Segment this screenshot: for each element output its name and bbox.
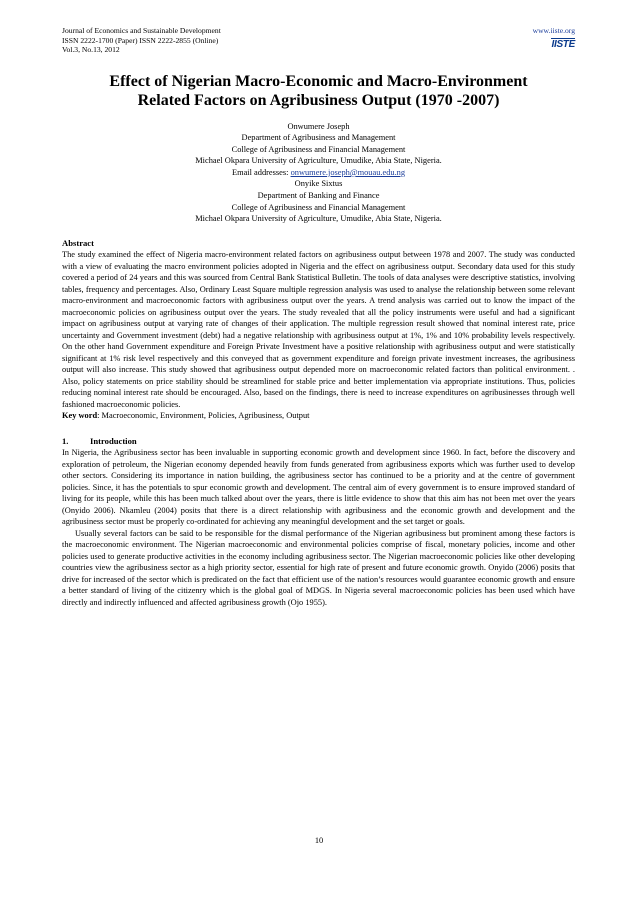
author-2-university: Michael Okpara University of Agriculture, Umudike, Abia State, Nigeria. — [195, 214, 442, 224]
keywords-line — [62, 410, 575, 422]
page-number: 10 — [314, 836, 324, 845]
journal-issn: ISSN 2222-1700 (Paper) ISSN 2222-2855 (Online) — [62, 35, 219, 45]
title-line-1: Effect of Nigerian Macro-Economic and Macro-Environment — [109, 72, 528, 90]
title-line-2: Related Factors on Agribusiness Output (1970 -2007) — [137, 91, 500, 109]
email-link[interactable]: onwumere.joseph@mouau.edu.ng — [290, 167, 406, 177]
author-1-university: Michael Okpara University of Agriculture, Umudike, Abia State, Nigeria. — [195, 156, 442, 166]
author-1-department: Department of Agribusiness and Management — [241, 133, 396, 143]
author-2-name: Onyike Sixtus — [294, 179, 343, 189]
section-title: Introduction — [90, 435, 137, 446]
abstract-heading: Abstract — [62, 237, 94, 248]
section-number: 1. — [62, 435, 69, 446]
paper-title — [62, 72, 575, 110]
author-email-line — [62, 167, 575, 179]
intro-paragraph-2: Usually several factors can be said to be responsible for the dismal performance of the Nigerian agribusiness but prominent among these factors is the macroeconomic environment. The Nigerian macroeconomic and environmental policies comprise of fiscal, monetary policies, income and other policies used to generate productive activities in the economy including agribusiness sector. The Nigerian macroeconomic policies like other developing countries view the agribusiness sector as a high priority sector, essential for high rate of present and future economic growth. Onyido (2006) posits that drive for increased of the sector which is predicated on the fact that efficient use of the nation’s resources would guarantee economic growth and ensure a better standard of living of the citizenry which is the global goal of MDGS. In Nigeria several macroeconomic policies has been used which have directly and indirectly influenced and affected agribusiness growth (Ojo 1955). — [62, 528, 575, 607]
journal-url-link[interactable]: www.iiste.org — [532, 26, 575, 35]
author-block — [62, 121, 575, 225]
author-1-name: Onwumere Joseph — [287, 121, 350, 131]
introduction-heading — [62, 436, 575, 447]
paper-page — [62, 26, 575, 608]
author-2-department: Department of Banking and Finance — [257, 191, 380, 201]
abstract-text: The study examined the effect of Nigeria macro-environment related factors on agribusiness output between 1978 and 2007. The study was conducted with a view of evaluating the macro environment policies adopted in Nigeria and the effect on agribusiness output. Secondary data used for this study covered a period of 24 years and this was sourced from Central Bank Statistical Bulletin. The tools of data analyses were descriptive statistics, involving tables, frequency and percentages. Also, Ordinary Least Square multiple regression analysis was used to analyse the relationship between some relevant macro-environment and macroeconomic factors with agribusiness output over the years. A trend analysis was carried out to know the impact of the macroeconomic policies on agribusiness output over the years. The study revealed that all the policy instruments were useful and had a significant impact on agribusiness output at varying rate of changes of their application. The multiple regression result showed that nominal interest rate, price uncertainty and Government investment (debt) had a negative relationship with agribusiness output at 1%, 1% and 10% probability levels respectively. On the other hand Government expenditure and Foreign Private Investment have a positive relationship with agribusiness output and were statistically significant at 1% risk level respectively and this conveyed that as government expenditure and foreign private investment increases, the agribusiness output will also increase. This study showed that agribusiness output depended more on macroeconomic related factors than political environment. . Also, policy statements on price stability should be streamlined for stable price and better implementation via appropriate institutions. Thus, policies reducing nominal interest rate should be encouraged. Also, based on the findings, there is need to increase expenditures on agribusinesses through well fashioned macroeconomic policies. — [62, 250, 575, 409]
journal-branding — [533, 26, 575, 49]
keywords-list: : Macroeconomic, Environment, Policies, Agribusiness, Output — [97, 411, 310, 421]
email-label: Email addresses: — [231, 167, 291, 177]
intro-paragraph-1: In Nigeria, the Agribusiness sector has been invaluable in supporting economic growth and development since 1960. In fact, before the discovery and exploration of petroleum, the Nigerian economy depended heavily from funds generated from agribusiness exports which was further used to develop other sectors. Considering its importance in nation building, the agribusiness sector has continued to be a priority and at the centre of government policies. Since, it has the potentials to spur economic growth and development. The central aim of every government is to ensure improved standard of living for its people, while this has been much talked about over the years, there is little evidence to show that this aim has not been met over the years (Onyido 2006). Nkamleu (2004) posits that there is a direct relationship with agribusiness and the economic growth and development and the agribusiness sector must be properly co-ordinated for achieving any meaningful development and the set target or goals. — [62, 448, 575, 527]
author-1-college: College of Agribusiness and Financial Management — [231, 144, 406, 154]
iiste-logo: IISTE — [551, 38, 575, 50]
journal-volume: Vol.3, No.13, 2012 — [62, 45, 120, 54]
journal-name: Journal of Economics and Sustainable Development — [62, 26, 221, 35]
journal-header — [62, 26, 575, 55]
keywords-label: Key word — [62, 411, 98, 421]
author-2-college: College of Agribusiness and Financial Management — [231, 202, 406, 212]
